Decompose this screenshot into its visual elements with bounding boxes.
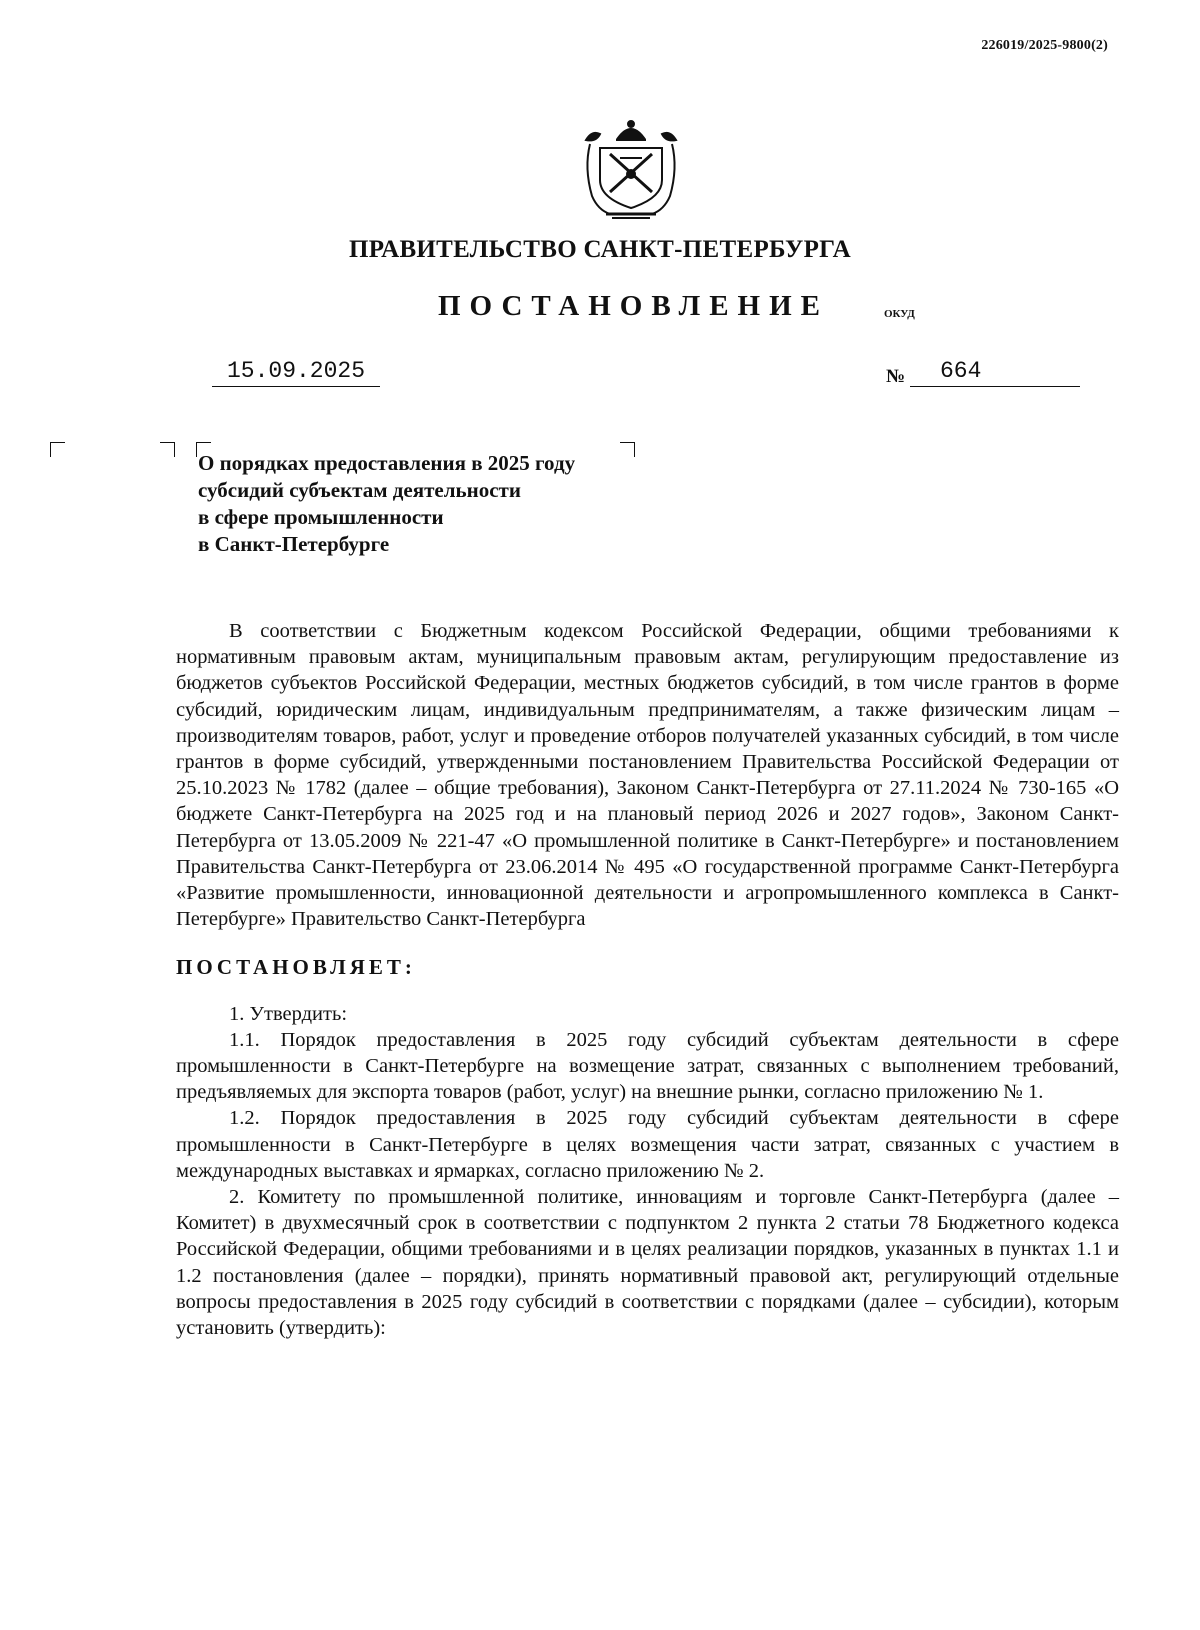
preamble-paragraph: В соответствии с Бюджетным кодексом Российской Федерации, общими требованиями к нормативным правовым актам, муниципальным правовым актам, регулирующим предоставление из бюджетов субъектов Российской Федерации, местных бюджетов субсидий, в том числе грантов в форме субсидий, юридическим лицам, индивидуальным предпринимателям, а также физическим лицам – производителям товаров, работ, услуг и проведение отборов получателей указанных субсидий, в том числе грантов в форме субсидий, утвержденными постановлением Правительства Российской Федерации от 25.10.2023 № 1782 (далее – общие требования), Законом Санкт-Петербурга от 27.11.2024 № 730-165 «О бюджете Санкт-Петербурга на 2025 год и на плановый период 2026 и 2027 годов», Законом Санкт-Петербурга от 13.05.2009 № 221-47 «О промышленной политике в Санкт-Петербурге» и постановлением Правительства Санкт-Петербурга от 23.06.2014 № 495 «О государственной программе Санкт-Петербурга «Развитие промышленности, инновационной деятельности и агропромышленного комплекса в Санкт-Петербурге» Правительство Санкт-Петербурга xyxy=(176,620,1119,931)
paragraph-2: 2. Комитету по промышленной политике, инновациям и торговле Санкт-Петербурга (далее – Комитет) в двухмесячный срок в соответствии с подпунктом 2 пункта 2 статьи 78 Бюджетного кодекса Российской Федерации, общими требованиями и в целях реализации порядков, указанных в пунктах 1.1 и 1.2 постановления (далее – порядки), принять нормативный правовой акт, регулирующий отдельные вопросы предоставления в 2025 году субсидий в соответствии с порядками (далее – субсидии), которым установить (утвердить): xyxy=(176,1186,1119,1340)
subject-line: О порядках предоставления в 2025 году xyxy=(198,451,576,475)
document-registration-number: 226019/2025-9800(2) xyxy=(981,38,1108,53)
resolves-heading: ПОСТАНОВЛЯЕТ: xyxy=(176,955,416,980)
decree-body xyxy=(176,618,1119,1341)
paragraph-1-1: 1.1. Порядок предоставления в 2025 году субсидий субъектам деятельности в сфере промышленности в Санкт-Петербурге на возмещение затрат, связанных с выполнением требований, предъявляемых для экспорта товаров (работ, услуг) на внешние рынки, согласно приложению № 1. xyxy=(176,1028,1119,1104)
number-sign: № xyxy=(886,366,906,387)
subject-line: в Санкт-Петербурге xyxy=(198,532,390,556)
corner-mark xyxy=(620,442,635,457)
paragraph-1: 1. Утвердить: xyxy=(229,1002,348,1025)
coat-of-arms-icon xyxy=(580,118,682,222)
government-name: ПРАВИТЕЛЬСТВО САНКТ-ПЕТЕРБУРГА xyxy=(348,236,852,263)
corner-mark xyxy=(50,442,65,457)
okud-label: ОКУД xyxy=(884,308,915,320)
decree-subject xyxy=(198,450,575,558)
corner-mark xyxy=(160,442,175,457)
decree-number: 664 xyxy=(910,358,1080,387)
decree-type: ПОСТАНОВЛЕНИЕ xyxy=(438,290,830,322)
decree-date: 15.09.2025 xyxy=(212,358,380,387)
subject-line: субсидий субъектам деятельности xyxy=(198,478,521,502)
subject-line: в сфере промышленности xyxy=(198,505,444,529)
paragraph-1-2: 1.2. Порядок предоставления в 2025 году субсидий субъектам деятельности в сфере промышленности в Санкт-Петербурге в целях возмещения части затрат, связанных с участием в международных выставках и ярмарках, согласно приложению № 2. xyxy=(176,1107,1119,1182)
